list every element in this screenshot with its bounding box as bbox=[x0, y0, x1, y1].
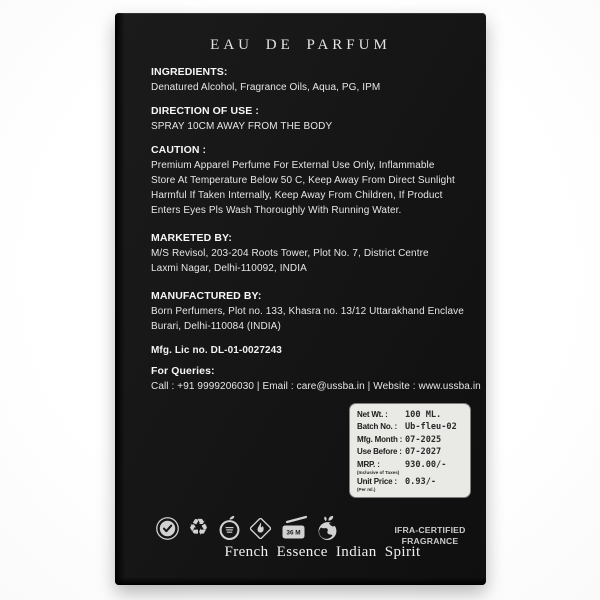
plant-badge-icon bbox=[217, 514, 242, 542]
row-label: Use Before : bbox=[357, 447, 402, 457]
manufactured-by-heading: MANUFACTURED BY: bbox=[151, 290, 262, 302]
row-sublabel: (Inclusive of Taxes) bbox=[357, 469, 400, 475]
text-line: Harmful If Taken Internally, Keep Away From Children, If Product bbox=[151, 190, 443, 201]
queries-heading: For Queries: bbox=[151, 365, 215, 377]
brand-tagline: French Essence Indian Spirit bbox=[224, 544, 421, 560]
marketed-by-section bbox=[151, 231, 473, 276]
row-value: 930.00/- bbox=[405, 459, 447, 470]
row-value: 100 ML. bbox=[405, 410, 442, 420]
text-line: Enters Eyes Pls Wash Thoroughly With Running Water. bbox=[151, 205, 402, 216]
contact-line: Call : +91 9999206030 | Email : care@ussba.in | Website : www.ussba.in bbox=[151, 381, 481, 392]
direction-heading: DIRECTION OF USE : bbox=[151, 105, 259, 117]
row-label: MRP. : bbox=[357, 459, 380, 469]
text-line: Burari, Delhi-110084 (INDIA) bbox=[151, 321, 281, 332]
text-line: Laxmi Nagar, Delhi-110092, INDIA bbox=[151, 263, 307, 274]
pao-36m-icon bbox=[279, 514, 309, 542]
text-line: SPRAY 10CM AWAY FROM THE BODY bbox=[151, 121, 333, 132]
certified-seal-icon bbox=[155, 514, 180, 542]
text-line: Store At Temperature Below 50 C, Keep Away From Direct Sunlight bbox=[151, 175, 455, 186]
table-row bbox=[357, 435, 464, 445]
flammable-icon bbox=[248, 514, 273, 542]
direction-of-use-section bbox=[151, 104, 473, 134]
manufactured-by-section bbox=[151, 289, 473, 334]
label-text-content bbox=[151, 65, 481, 403]
text-line: Denatured Alcohol, Fragrance Oils, Aqua, PG, IPM bbox=[151, 82, 381, 93]
row-value: 0.93/- bbox=[405, 476, 437, 487]
table-row bbox=[357, 477, 464, 492]
table-row bbox=[357, 410, 464, 420]
compliance-icons-row bbox=[155, 514, 340, 542]
table-row bbox=[357, 460, 464, 475]
recycle-icon bbox=[186, 514, 211, 542]
marketed-by-heading: MARKETED BY: bbox=[151, 232, 232, 244]
row-label: Batch No. : bbox=[357, 422, 398, 432]
queries-section bbox=[151, 364, 481, 394]
row-label: Mfg. Month : bbox=[357, 434, 403, 444]
row-value: 07-2027 bbox=[405, 447, 442, 458]
product-info-sticker bbox=[349, 403, 471, 498]
row-value: 07-2025 bbox=[405, 434, 442, 445]
eco-globe-icon bbox=[315, 514, 340, 542]
text-line: Premium Apparel Perfume For External Use Only, Inflammable bbox=[151, 160, 435, 171]
perfume-box-back-panel bbox=[115, 13, 486, 585]
table-row bbox=[357, 422, 464, 432]
text-line: M/S Revisol, 203-204 Roots Tower, Plot No. 7, District Centre bbox=[151, 248, 429, 259]
caution-section bbox=[151, 143, 473, 218]
pao-duration-label: 36 M bbox=[286, 529, 301, 536]
recycle-glyph: ♻ bbox=[188, 515, 209, 541]
table-row bbox=[357, 447, 464, 457]
ifra-line1: IFRA-CERTIFIED bbox=[394, 525, 466, 535]
row-label: Unit Price : bbox=[357, 476, 397, 486]
ifra-line2: FRAGRANCE bbox=[401, 536, 459, 546]
row-value: Ub-fleu-02 bbox=[405, 422, 457, 433]
caution-heading: CAUTION : bbox=[151, 144, 207, 156]
text-line: Born Perfumers, Plot no. 133, Khasra no. 13/12 Uttarakhand Enclave bbox=[151, 306, 464, 317]
row-sublabel: (Per ml.) bbox=[357, 486, 376, 492]
mfg-license-number: Mfg. Lic no. DL-01-0027243 bbox=[151, 345, 282, 356]
row-label: Net Wt. : bbox=[357, 410, 388, 419]
product-title: EAU DE PARFUM bbox=[210, 37, 391, 53]
ingredients-heading: INGREDIENTS: bbox=[151, 66, 228, 78]
ingredients-section bbox=[151, 65, 473, 95]
